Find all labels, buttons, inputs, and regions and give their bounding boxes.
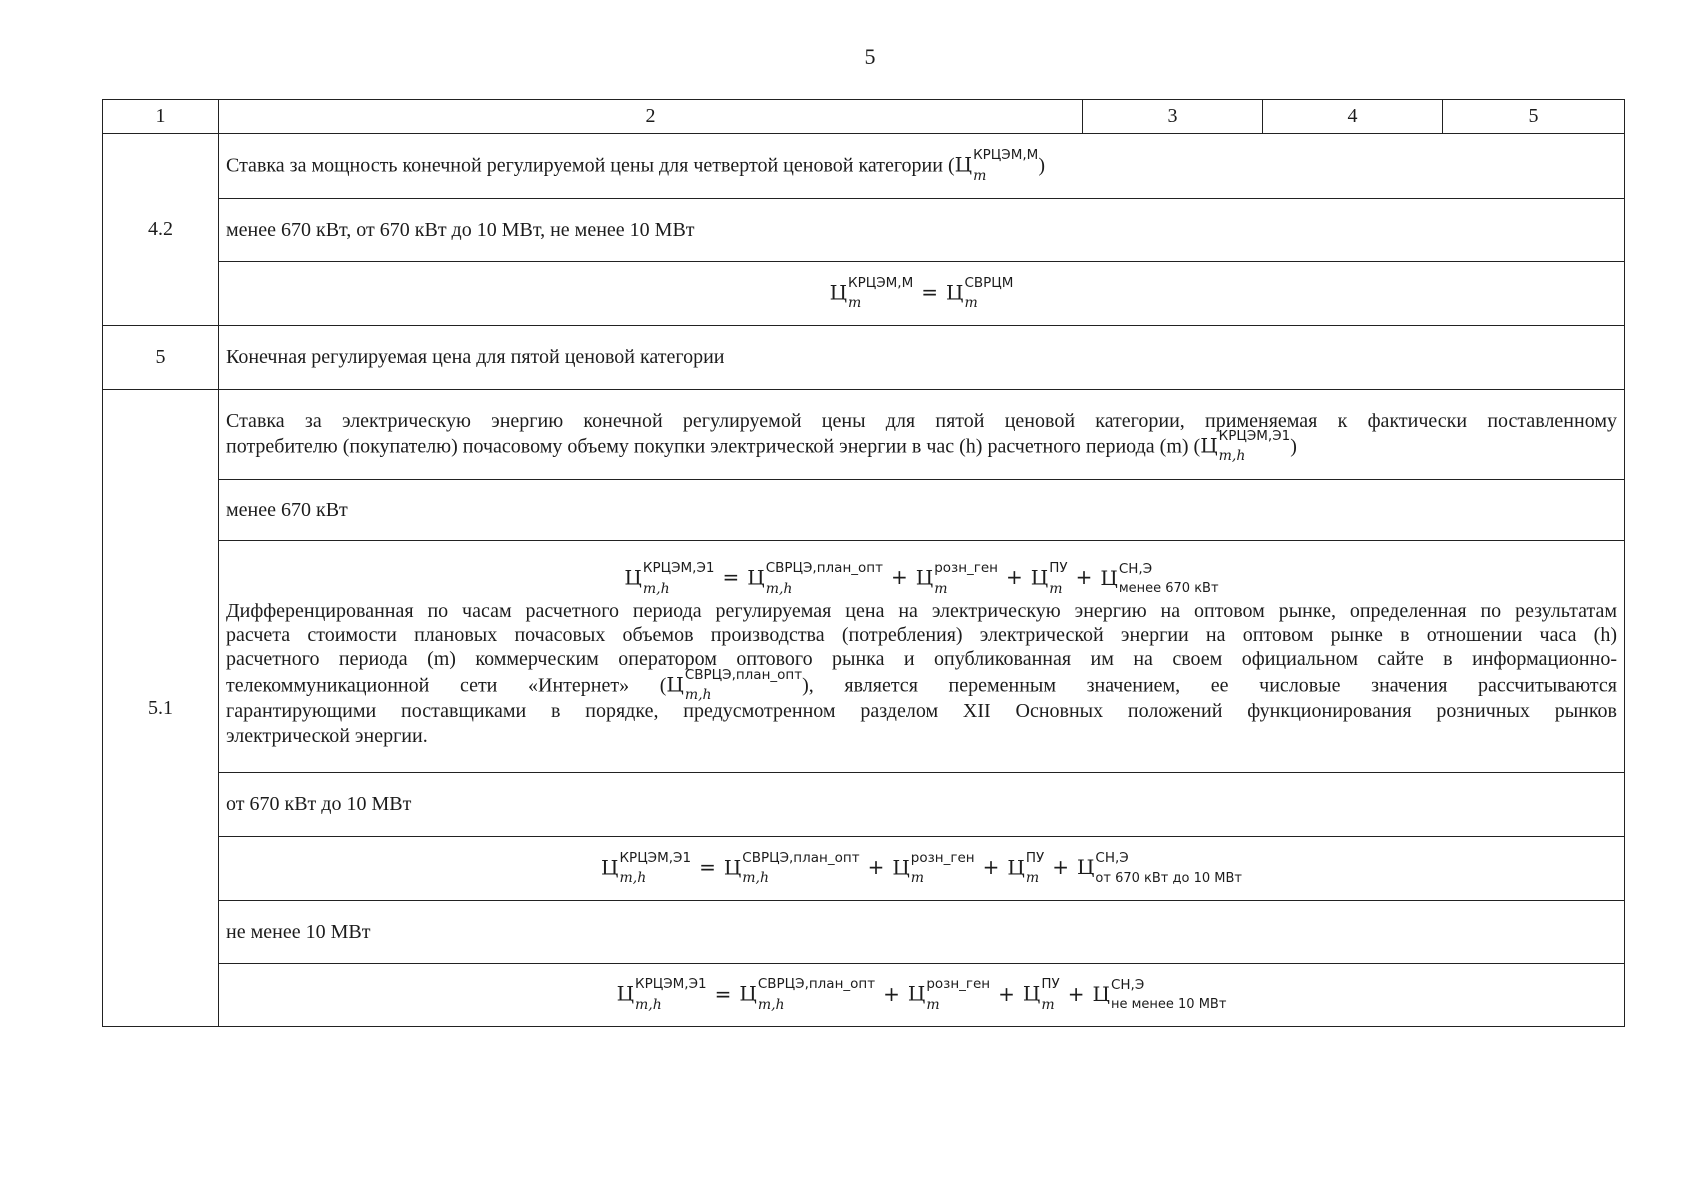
header-row bbox=[103, 100, 1625, 134]
description-paragraph: Дифференцированная по часам расчетного периода регулируемая цена на электрическую энергию на оптовом рынке, определенная по результатам расчета стоимости плановых почасовых объемов производства (потребления) электрической энергии на оптовом рынке в отношении часа (h) расчетного периода (m) коммерческим оператором оптового рынка и опубликованная им на своем официальном сайте в информационно- телекоммуникационной сети «Интернет» (Ц СВРЦЭ,план_опт m,h ), является переменным значением, ее числовые значения рассчитываются гарантирующими поставщиками в порядке, предусмотренном разделом XII Основных положений функционирования розничных рынков электрической энергии. bbox=[226, 599, 1617, 747]
row-number-4-2: 4.2 bbox=[103, 134, 219, 326]
row-5-1-title: Ставка за электрическую энергию конечной регулируемой цены для пятой ценовой категории, применяемая к фактически поставленному потребителю (покупателю) почасовому объему покупки электрической энергии в час (h) расчетного периода (m) (Ц КРЦЭМ,Э1 m,h ) bbox=[219, 390, 1625, 480]
formula-krc-m-inline: Ц КРЦЭМ,М m bbox=[954, 147, 1039, 184]
table-row bbox=[103, 837, 1625, 901]
table-row bbox=[103, 964, 1625, 1027]
row-number-5-1: 5.1 bbox=[103, 390, 219, 1027]
row-5-1-formula-and-description bbox=[219, 541, 1625, 773]
row-number-5: 5 bbox=[103, 326, 219, 390]
row-5-1-category-1: менее 670 кВт bbox=[219, 480, 1625, 541]
header-col-1: 1 bbox=[103, 100, 219, 134]
row-4-2-power-ranges: менее 670 кВт, от 670 кВт до 10 МВт, не менее 10 МВт bbox=[219, 199, 1625, 262]
formula-5-1-category-2: Ц КРЦЭМ,Э1 m,h = Ц СВРЦЭ,план_опт m,h + Ц розн_ген m + Ц ПУ m + Ц СН,Э от 670 кВт до 10 МВт bbox=[219, 837, 1625, 901]
header-col-3: 3 bbox=[1083, 100, 1263, 134]
table-row bbox=[103, 134, 1625, 199]
row-5-1-category-2: от 670 кВт до 10 МВт bbox=[219, 773, 1625, 837]
row-4-2-title: Ставка за мощность конечной регулируемой цены для четвертой ценовой категории (Ц КРЦЭМ,М m ) bbox=[219, 134, 1625, 199]
page-number: 5 bbox=[864, 44, 876, 69]
table-row bbox=[103, 326, 1625, 390]
table-row bbox=[103, 480, 1625, 541]
table-row bbox=[103, 390, 1625, 480]
header-col-4: 4 bbox=[1263, 100, 1443, 134]
formula-krc-e1-inline: Ц КРЦЭМ,Э1 m,h bbox=[1200, 427, 1291, 465]
formula-5-1-category-1: Ц КРЦЭМ,Э1 m,h = Ц СВРЦЭ,план_опт m,h + Ц розн_ген m + Ц ПУ m + Ц СН,Э менее 670 кВт bbox=[624, 560, 1219, 597]
table-row bbox=[103, 199, 1625, 262]
row-5-title: Конечная регулируемая цена для пятой ценовой категории bbox=[219, 326, 1625, 390]
header-col-5: 5 bbox=[1443, 100, 1625, 134]
tariff-table bbox=[102, 99, 1625, 1027]
formula-5-1-category-3: Ц КРЦЭМ,Э1 m,h = Ц СВРЦЭ,план_опт m,h + Ц розн_ген m + Ц ПУ m + Ц СН,Э не менее 10 МВт bbox=[219, 964, 1625, 1027]
table-row bbox=[103, 901, 1625, 964]
formula-svrc-plan-inline: Ц СВРЦЭ,план_опт m,h bbox=[666, 666, 803, 704]
header-col-2: 2 bbox=[219, 100, 1083, 134]
table-row bbox=[103, 773, 1625, 837]
formula-4-2: Ц КРЦЭМ,М m = Ц СВРЦМ m bbox=[219, 262, 1625, 326]
table-row bbox=[103, 262, 1625, 326]
table-row bbox=[103, 541, 1625, 773]
row-5-1-category-3: не менее 10 МВт bbox=[219, 901, 1625, 964]
